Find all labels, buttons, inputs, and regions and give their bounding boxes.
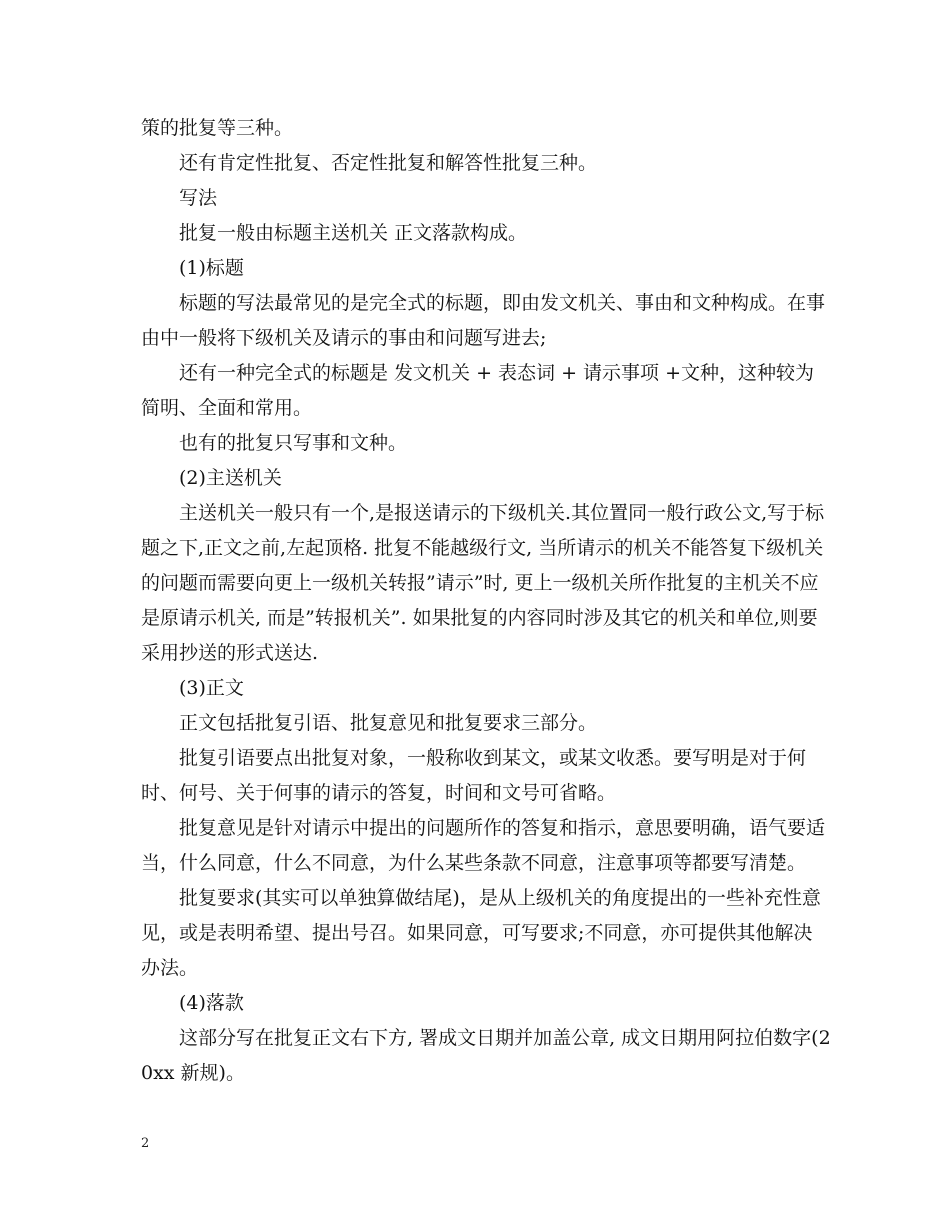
paragraph: 正文包括批复引语、批复意见和批复要求三部分。 [179,712,598,734]
paragraph: 还有肯定性批复、否定性批复和解答性批复三种。 [179,152,598,174]
subsection-heading: (1)标题 [179,257,244,279]
section-heading: 写法 [179,187,218,209]
paragraph: 主送机关一般只有一个,是报送请示的下级机关.其位置同一般行政公文,写于标题之下,正文之前,左起顶格. 批复不能越级行文, 当所请示的机关不能答复下级机关的问题而需要向更上一级机关转报”请示”时, 更上一级机关所作批复的主机关不应是原请示机关, 而是”转报机关”. 如果批复的内容同时涉及其它的机关和单位,则要采用抄送的形式送达. [141,502,825,664]
paragraph: 还有一种完全式的标题是 发文机关 + 表态词 + 请示事项 +文种，这种较为简明、全面和常用。 [141,362,814,419]
subsection-heading: (4)落款 [179,992,244,1014]
subsection-heading: (3)正文 [179,677,244,699]
paragraph: 批复要求(其实可以单独算做结尾)，是从上级机关的角度提出的一些补充性意见，或是表明希望、提出号召。如果同意，可写要求;不同意，亦可提供其他解决办法。 [141,887,821,979]
paragraph: 批复意见是针对请示中提出的问题所作的答复和指示，意思要明确，语气要适当，什么同意，什么不同意，为什么某些条款不同意，注意事项等都要写清楚。 [141,817,826,874]
paragraph: 这部分写在批复正文右下方, 署成文日期并加盖公章, 成文日期用阿拉伯数字(20xx 新规)。 [141,1027,831,1084]
paragraph: 批复引语要点出批复对象，一般称收到某文，或某文收悉。要写明是对于何时、何号、关于何事的请示的答复，时间和文号可省略。 [141,747,807,804]
document-body [141,111,831,1091]
paragraph: 标题的写法最常见的是完全式的标题，即由发文机关、事由和文种构成。在事由中一般将下级机关及请示的事由和问题写进去; [141,292,826,349]
paragraph: 批复一般由标题主送机关 正文落款构成。 [179,222,528,244]
page-number: 2 [141,1136,150,1151]
paragraph: 也有的批复只写事和文种。 [179,432,408,454]
subsection-heading: (2)主送机关 [179,467,282,489]
paragraph: 策的批复等三种。 [141,117,294,139]
